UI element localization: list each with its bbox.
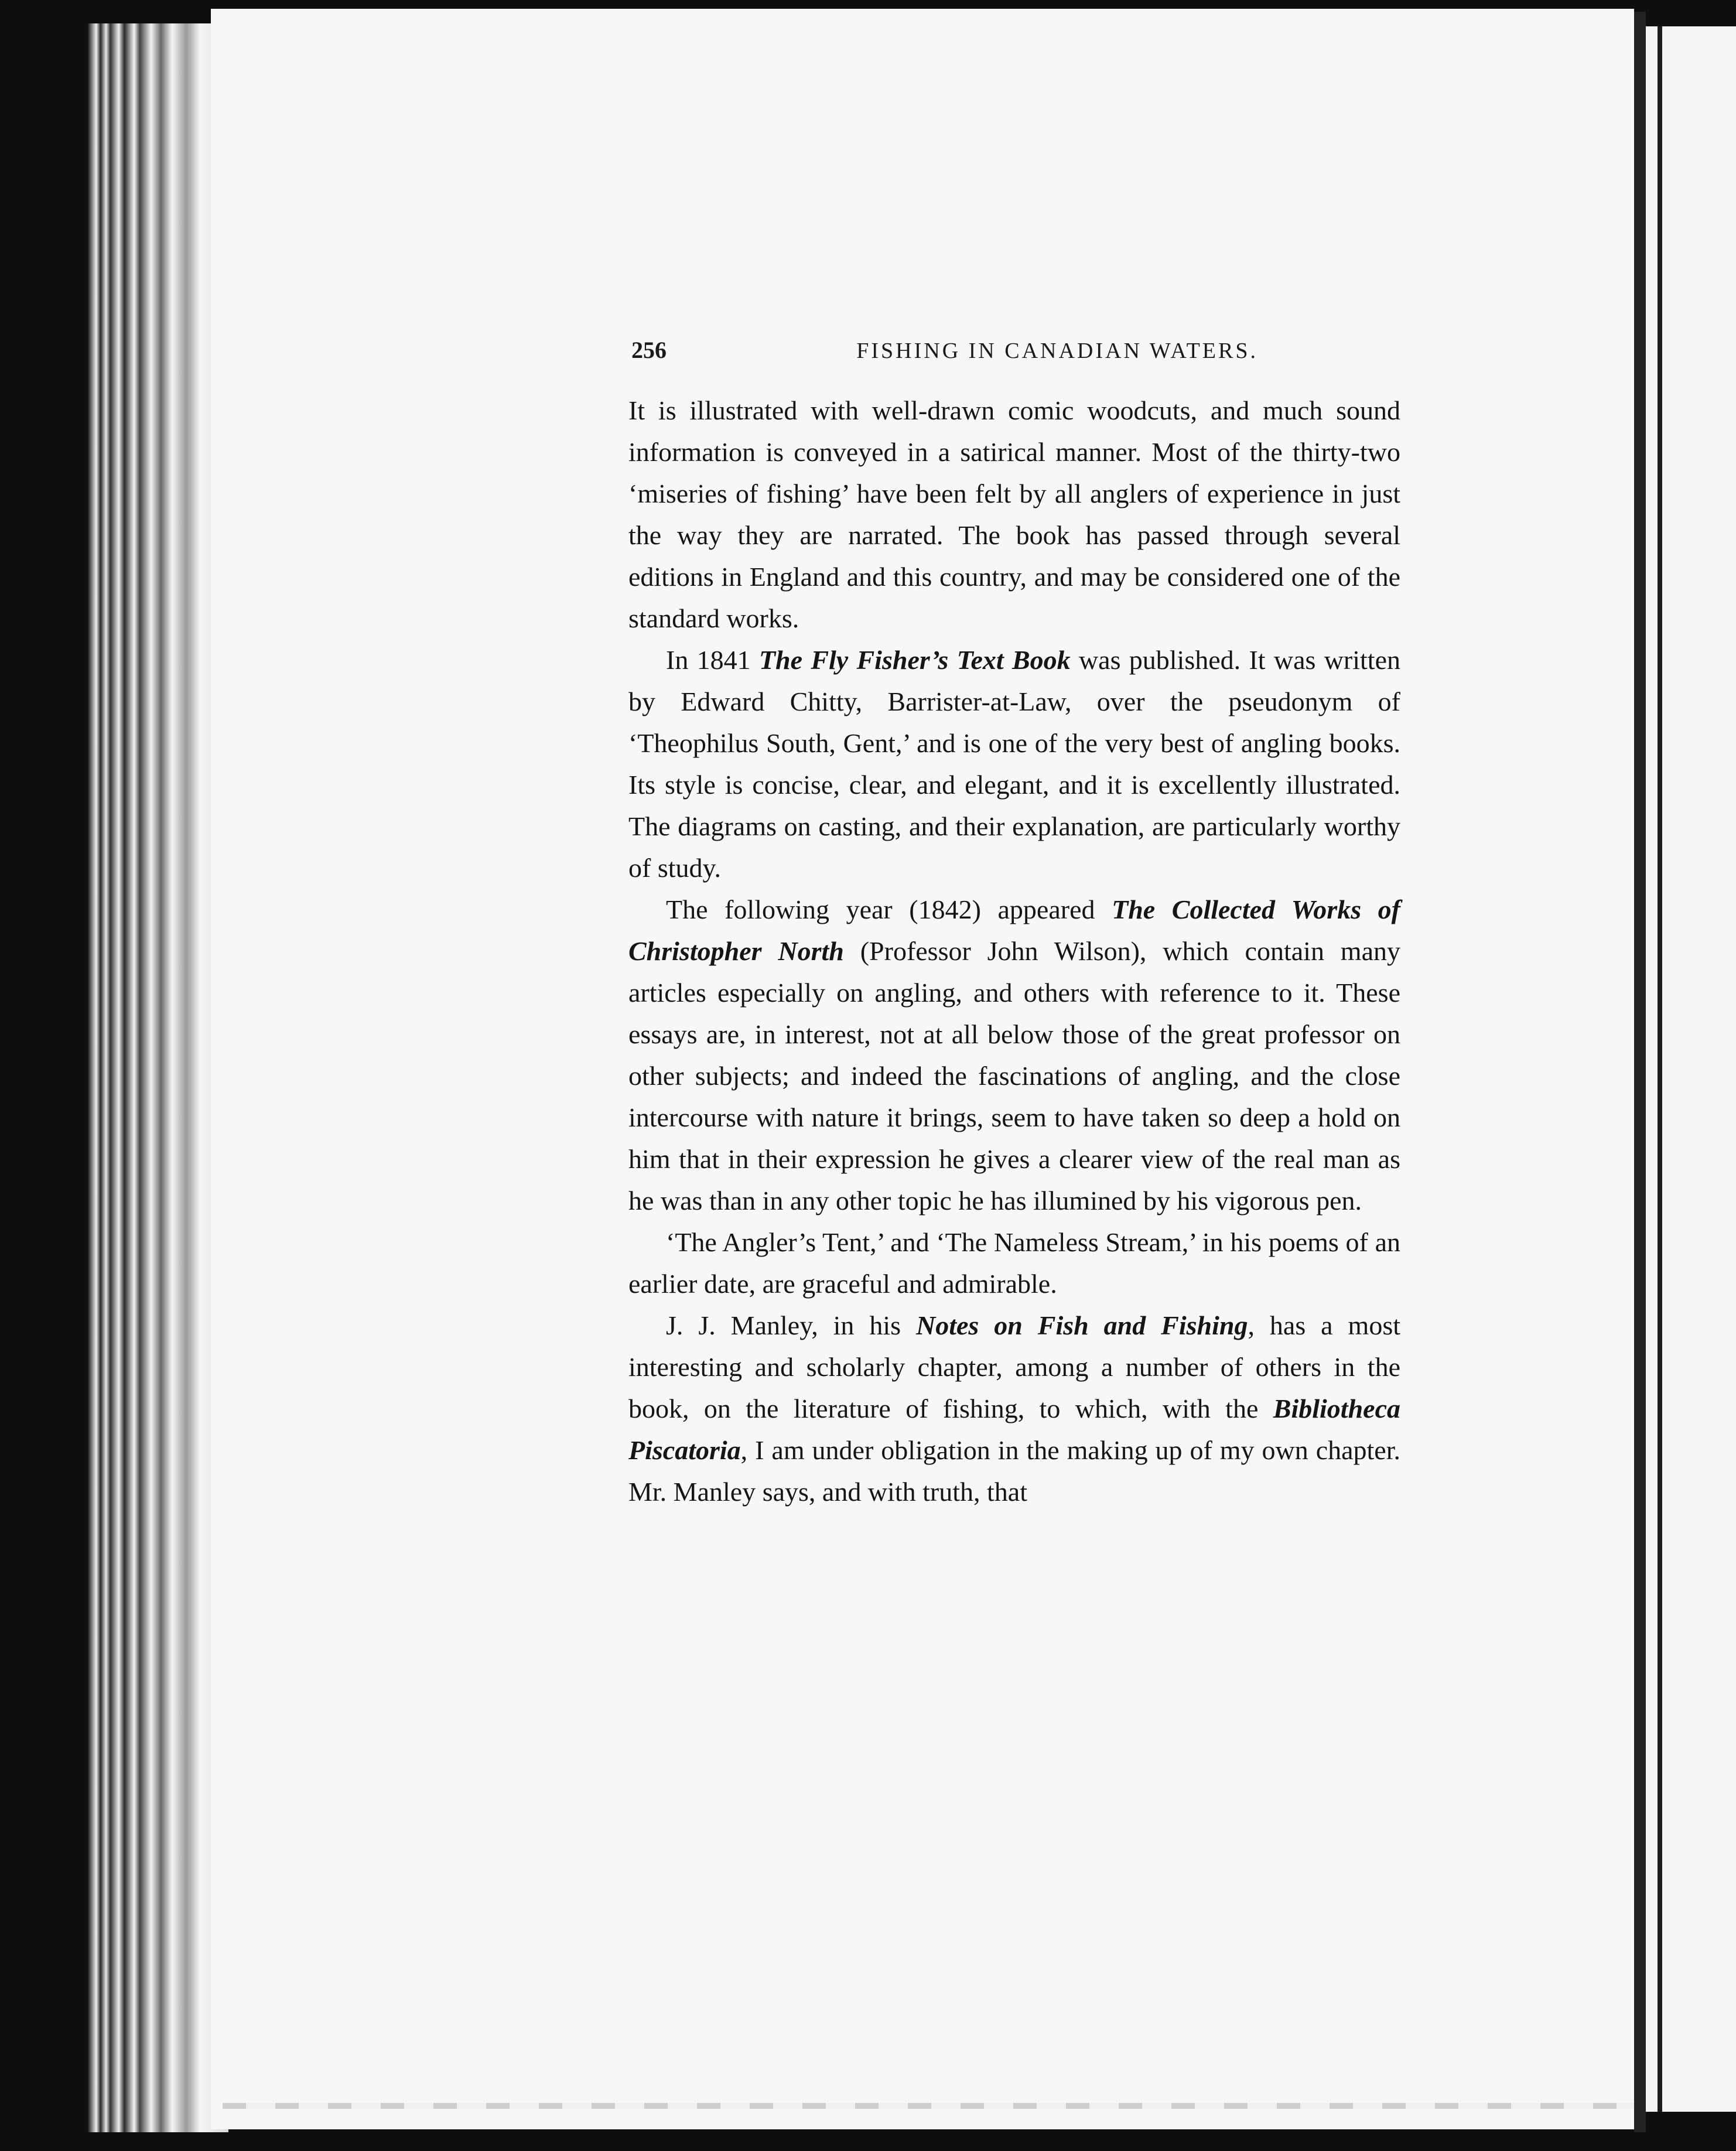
paragraph-1 (628, 390, 1400, 639)
page-bottom-edge (223, 2103, 1634, 2109)
body-text (628, 390, 1400, 1512)
paragraph-4 (628, 1221, 1400, 1305)
gutter-shadow (1634, 12, 1646, 2132)
paragraph-5-text-a: J. J. Manley, in his (666, 1310, 916, 1340)
paragraph-5-text-b: , has a most interesting and scholarly chapter, among a number of others in the book, on the literature of fishing, to which, with the (628, 1310, 1400, 1423)
paragraph-5 (628, 1305, 1400, 1512)
book-title-notes-on-fish: Notes on Fish and Fishing (915, 1310, 1248, 1340)
paragraph-4-text: ‘The Angler’s Tent,’ and ‘The Nameless Stream,’ in his poems of an earlier date, are graceful and admirable. (628, 1227, 1400, 1299)
book-title-collected-works: The Collected Works of Christopher North (628, 894, 1400, 966)
book-title-fly-fishers-text-book: The Fly Fisher’s Text Book (758, 645, 1071, 675)
paragraph-2-text-a: In 1841 (666, 645, 759, 675)
running-head (631, 336, 1258, 364)
running-title: FISHING IN CANADIAN WATERS. (856, 339, 1258, 363)
paragraph-3 (628, 889, 1400, 1221)
adjacent-page (1646, 26, 1736, 2112)
page-number: 256 (631, 337, 667, 363)
paragraph-2 (628, 639, 1400, 889)
book-page-edges (88, 23, 228, 2132)
paragraph-2-text-b: was published. It was written by Edward Chitty, Barrister-at-Law, over the pseudonym of ‘Theophilus South, Gent,’ and is one of the very best of angling books. Its style is concise, clear, and elegant, and it is excellently illustrated. The diagrams on casting, and their explanation, are particularly worthy of study. (628, 645, 1400, 883)
paragraph-1-text: It is illustrated with well-drawn comic woodcuts, and much sound information is conveyed in a satirical manner. Most of the thirty-two ‘miseries of fishing’ have been felt by all anglers of experience in just the way they are narrated. The book has passed through several editions in England and this country, and may be considered one of the standard works. (628, 395, 1400, 633)
book-title-bibliotheca-piscatoria: Bibliotheca Piscatoria (628, 1394, 1400, 1465)
paragraph-3-text-b: (Professor John Wilson), which contain many articles especially on angling, and others with reference to it. These essays are, in interest, not at all below those of the great professor on other subjects; and indeed the fascinations of angling, and the close intercourse with nature it brings, seem to have taken so deep a hold on him that in their expression he gives a clearer view of the real man as he was than in any other topic he has illumined by his vigorous pen. (628, 936, 1401, 1216)
paragraph-3-text-a: The following year (1842) appeared (666, 894, 1112, 924)
paragraph-5-text-c: , I am under obligation in the making up of my own chapter. Mr. Manley says, and with truth, that (628, 1435, 1400, 1507)
